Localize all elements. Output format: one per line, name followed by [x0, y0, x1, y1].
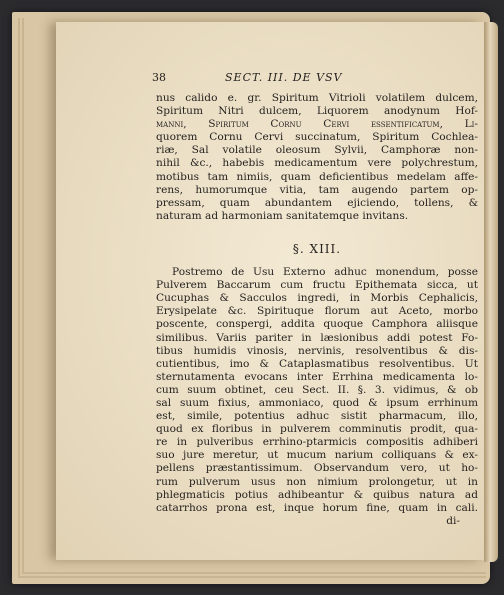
running-head: SECT. III. DE VSV: [225, 71, 343, 84]
text-line: Spiritum Nitri dulcem, Liquorem anodynum Hof-: [156, 105, 478, 118]
text-line: pressam, quam abundantem ejiciendo, tollens, &: [156, 196, 478, 209]
text-line: naturam ad harmoniam sanitatemque invitans.: [156, 209, 409, 222]
text-line: rum pulverum usus non nimium prolongetur, ut in: [156, 475, 478, 488]
text-line: Pulverem Baccarum cum fructu Epithemata sicca, ut: [156, 279, 478, 292]
text-line: nihil &c., habebis medicamentum vere polychrestum,: [156, 157, 478, 170]
book-page: [56, 22, 484, 560]
text-line: similibus. Variis pariter in læsionibus addi potest Fo-: [156, 331, 478, 344]
text-line: est, simile, potentius adhuc sistit pharmacum, illo,: [156, 410, 478, 423]
text-line: cum suum obtinet, ceu Sect. II. §. 3. vidimus, & ob: [156, 383, 478, 396]
text-block: [152, 71, 478, 528]
text-line: nus calido e. gr. Spiritum Vitrioli volatilem dulcem,: [156, 92, 478, 104]
text-line: Erysipelate &c. Spirituque florum aut Aceto, morbo: [156, 305, 478, 318]
text-line: cutientibus, imo & Cataplasmatibus resolventibus. Ut: [156, 357, 478, 370]
text-line: quod ex floribus in pulverem comminutis prodit, qua-: [156, 423, 478, 436]
text-line: sternutamenta evocans inter Errhina medicamenta lo-: [156, 370, 478, 383]
text-line: catarrhos prona est, inque horum fine, quam in cali.: [156, 501, 478, 514]
page-number: 38: [152, 71, 166, 84]
section-title: §. XIII.: [292, 241, 342, 256]
page-header: [152, 71, 478, 88]
text-line: pellens præstantissimum. Observandum vero, ut ho-: [156, 462, 478, 475]
text-line: re in pulveribus errhino-ptarmicis compositis adhiberi: [156, 436, 478, 449]
text-line: sal suum fixius, ammoniaco, quod & ipsum errhinum: [156, 396, 478, 409]
text-line: quorem Cornu Cervi succinatum, Spiritum Cochlea-: [156, 131, 478, 144]
text-line: poscente, conspergi, addita quoque Camphora aliisque: [156, 318, 478, 331]
paragraph-2: [156, 266, 478, 515]
text-line: manni, Spiritum Cornu Cervi essentificatum, Li-: [156, 118, 478, 131]
text-line: motibus tam nimiis, quam deficientibus medelam affe-: [156, 170, 478, 183]
text-line: riæ, Sal volatile oleosum Sylvii, Camphoræ non-: [156, 144, 478, 157]
paragraph-1: [156, 92, 478, 223]
page-edges: [484, 22, 498, 562]
text-line: Postremo de Usu Externo adhuc monendum, posse: [172, 266, 478, 279]
text-line: rens, humorumque vitia, tam augendo partem op-: [156, 183, 478, 196]
text-line: Cucuphas & Sacculos ingredi, in Morbis Cephalicis,: [156, 292, 478, 305]
text-line: tibus humidis vinosis, nervinis, resolventibus & dis-: [156, 344, 478, 357]
text-line: phlegmaticis potius adhibeantur & quibus natura ad: [156, 488, 478, 501]
catchword: di-: [446, 514, 460, 527]
text-line: suo jure meretur, ut mucum narium colliquans & ex-: [156, 449, 478, 462]
